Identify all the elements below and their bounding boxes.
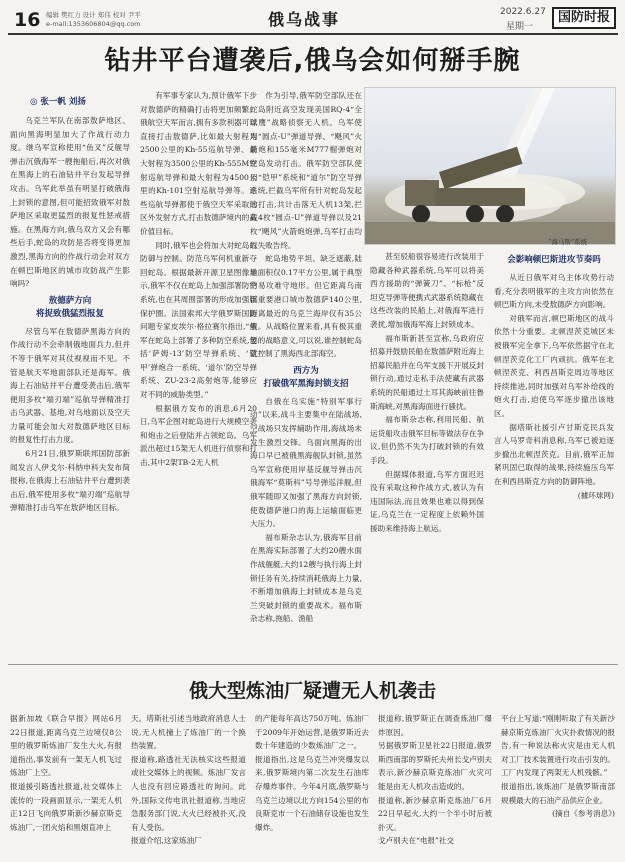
brand-logo: 国防时报: [552, 7, 616, 29]
paragraph: 对俄军而言,顿巴斯地区的战斗依然十分重要。北顿涅茨克城区未被俄军完全拿下,乌军依然据守在北顿涅茨克化工厂内顽抗。俄军在北顿涅茨克、利西昌斯克周边等地区持续推进,同时加强对乌军补给线的炮火打击,迫使乌军逐步撤出该地区。: [494, 313, 614, 418]
paragraph: 6月21日,俄罗斯联邦国防部新闻发言人伊戈尔·科纳申科夫发布简报称,在俄海上石油钻井平台遭到袭击后,俄军使用多枚“端刃端”巡航导弹精准打击乌军在敖萨地区目标。: [10, 449, 130, 513]
subhead: 敖德萨方向 将捉致俄猛烈报复: [35, 295, 104, 319]
issue-date: 2022.6.27: [500, 7, 546, 17]
paragraph: 但据媒体报道,乌军方面迟迟没有采取这种作战方式,被认为有违国际法,而且效果也难以得到保证,乌克兰在一定程度上依赖外国援助来维持海上航运。: [370, 469, 484, 533]
article1-headline: 钻井平台遭袭后,俄乌会如何掰手腕: [104, 46, 521, 76]
article2-column-3: 的产能每年高达750万吨。炼油厂于2009年开始运营,是俄罗斯近去数十年建造的少数炼油厂之一。 报道指出,这是乌克兰冲突爆发以来,俄罗斯境内第二次发生石油库存爆炸事件。今年4月底,俄罗斯与乌克兰边境以北方向154公里的布良斯克市一个石油储存设施也发生爆炸。: [255, 714, 369, 832]
article2-column-4: 报道称,俄罗斯正在调查炼油厂爆炸原因。 另据俄罗斯卫星社22日报道,俄罗斯西南部的罗斯托夫州长戈卢别夫表示,新沙赫京斯克炼油厂火灾可能是由无人机攻击造成的。 报道称,新沙赫京斯克炼油厂6月22日早起火,大约一个半小时后被扑灭。 戈卢别夫在“电报”社交: [378, 714, 492, 846]
paragraph: 据塔斯社援引卢甘斯克民兵发言人马罗奇科消息称,乌军已被迫逐步撤出北顿涅茨克。目前,俄军正加紧巩固已取得的战果,持续施压乌军在利西昌斯克方向的防御阵地。: [494, 422, 614, 486]
article1-column-5: [494, 250, 614, 658]
paragraph: 蛇岛地势平坦、缺乏遮蔽,陆地面积仅0.17平方公里,属于典型的易攻难守地形。但它距离乌南部重要港口城市敖德萨140公里,距离最近的乌克兰海岸仅有35公里。从战略位置来看,具有极其重要的战略意义,可以说,谁控制蛇岛就控制了黑海西北部海空。: [250, 254, 362, 359]
article2-column-2: 天。塔斯社引述当地政府消息人士说,无人机撞上了炼油厂的一个换热装置。 报道称,路透社无法核实这些报道或社交媒体上的视频。炼油厂发言人也没有回应路透社的询问。此外,国际文传电讯社报道称,当地应急服务部门说,大火已经被扑灭,没有人受伤。 报道介绍,这家炼油厂: [131, 714, 246, 846]
paragraph: 从近日俄军对乌主体攻势行动看,充分表明俄军的主攻方向依然在顿巴斯方向,未受敖德萨方向影响。: [494, 273, 614, 310]
missile-launch-illustration: [365, 88, 616, 245]
section-title: 俄乌战事: [268, 10, 341, 29]
paragraph: 根据俄方发布的消息,6月20日,乌军企图对蛇岛进行大规模空袭和炮击之后登陆并占领蛇岛。乌军派出超过15架无人机进行侦察和打击,其中2架TB-2无人机: [140, 403, 257, 468]
article1-column-4: [370, 250, 484, 658]
paragraph: 福布斯杂志称,利用民船、航运货船攻击俄军目标等做法存在争议,但仍然不失为打破封锁的有效手段。: [370, 415, 484, 465]
header-rule: [8, 33, 618, 35]
paragraph: 作为引导,俄军防空部队还在蛇岛附近高空发现美国RQ-4“全球鹰”战略侦察无人机。乌军使用“圆点-U”弹道导弹、“飓风”火箭炮和155毫米M777榴弹炮对蛇岛发动打击。俄军防空部队使用“铠甲”系统和“道尔”防空导弹系统,拦截乌军所有针对蛇岛发起的打击,共计击落无人机13架,拦截4枚“圆点-U”弹道导弹以及21枚“飓风”火箭炮炮弹,乌军打击均以失败告终。: [250, 91, 362, 250]
paragraph: 自俄在乌实施“特别军事行动”以来,战斗主要集中在陆战场,空战场只发挥辅助作用,海战场未发生激烈交锋。乌面向黑海的出海口早已被俄黑海舰队封锁,虽然乌军宣称使用岸基反舰导弹击沉俄海军“莫斯科”号导弹巡洋舰,但俄军随即又加强了黑海方向封锁,使敖德萨港口的海上运输面临更大压力。: [250, 396, 362, 529]
subhead: 会影响顿巴斯进攻节奏吗: [507, 255, 601, 265]
paragraph: 尽管乌军在敖德萨黑海方向的作战行动不会牵制俄地面兵力,但并不等于俄军对其仗视视而不见。不管是航天军地面部队还是海军。俄海上石油钻井平台遭受袭击后,俄军便用多枚“端刃端”巡航导弹精准打击乌武器、基地,对乌地面以及空天力量可能会加大对敖德萨地区目标的报复性打击力度。: [10, 326, 130, 445]
paragraph: 福布斯新甚至宣称,乌政府应招募并鼓励民船在敖德萨附近海上招募民船并在乌军支援下开展反封锁行动,通过走私手法使藏有武器系统的民船通过土耳其海峡前往鲁斯海峡,对黑海海面进行骚扰。: [370, 333, 484, 411]
article1-column-2: [140, 89, 257, 658]
article1-author: ◎ 张一帆 刘扬: [30, 97, 86, 107]
paragraph: 有军事专家认为,预计俄军下步对敖德萨的精确打击将更加频繁。俄航空天军而言,拥有多款利器可以直接打击敖德萨,比如最大射程为2500公里的Kh-55巡航导弹、最大射程为3500公里的Kh-555M空射巡航导弹和最大射程为4500公里的Kh-101空射巡航导弹等。这些巡航导弹都使于俄空天军采取远区外发射方式,打击敖德萨境内的高价值目标。: [140, 91, 257, 236]
paragraph: 福布斯杂志认为,俄海军目前在黑海实际部署了大约20艘水面作战舰艇,大约12艘与执行海上封锁任务有关,持续消耗俄海上力量,不断增加俄海上封锁成本是乌克兰突破封锁的重要战术。福布斯杂志称,拖船、渔船: [250, 532, 362, 624]
paragraph: 平台上写道:“刚刚听取了有关新沙赫京斯克炼油厂火灾扑救情况的报告,有一种说法称火灾是由无人机对工厂技术装置进行攻击引发的。工厂内发现了两架无人机残骸。” 报道指出,该炼油厂是俄罗斯南部规模最大的石油产品供应企业。: [501, 714, 615, 805]
email-line: e-mail:1353606804@qq.com: [46, 20, 141, 28]
source-credit: (摘自《参考消息》): [552, 809, 615, 819]
issue-weekday: 星期一: [506, 22, 534, 32]
page-number: 16: [14, 9, 41, 31]
source-credit: (據环球网): [577, 490, 614, 500]
editor-line: 编辑 樊红力 设计 郑伟 校对 尹平: [46, 11, 141, 19]
article2-column-5: [501, 712, 615, 858]
himars-photo: [364, 87, 616, 245]
paragraph: 甚至驳船很容易进行改装用于隐藏各种武器系统,乌军可以将美西方援助的“弹簧刀”、“标枪”反坦克导弹等便携式武器系统隐藏在这些改装的民船上,对俄海军进行袭扰,增加俄海军海上封锁成本。: [370, 252, 484, 329]
article2-column-1: 据新加坡《联合早报》网站6月22日报道,距离乌克兰边境仅8公里的俄罗斯炼油厂发生大火,有报道指出,事发前有一架无人机飞过炼油厂上空。 报道援引路透社报道,社交媒体上流传的一段画面显示,一架无人机正12日飞向俄罗斯新沙赫京斯克炼油厂,一团火焰和黑烟直冲上: [10, 714, 122, 832]
paragraph: 同时,俄军也会将加大对蛇岛的防御与控制。防范乌军何机重新夺回蛇岛。根据最新开源卫星图像显示,俄军不仅在蛇岛上加强部署防空系统,也在其周围部署的形成加强版保护圈。法国索邦大学俄罗斯国防问题专家皮埃尔·格拉赛尔指出,“俄军在蛇岛上部署了多种防空系统,包括‘萨姆-13’防空导弹系统、‘铠甲’弹炮合一系统、‘道尔’防空导弹系统、ZU-23-2高射炮等,能够应对不同的威胁类型。”: [140, 240, 257, 400]
paragraph: 乌克兰军队在南部敖萨地区、面向黑海明显加大了作战行动力度。继乌军宣称使用“鱼叉”反舰导弹击沉俄海军一艘拖船后,再次对俄在黑海上的石油钻井平台发起导弹攻击。乌军此举虽有明显打破俄海上封锁的意图,但可能招致俄军对敖萨地区采取更猛烈的报复性惩戒措施。在黑海方向,俄乌双方又会有哪些后手,蛇岛的攻防是否将变得更加激烈,黑海方向的作战行动会对双方在顿巴斯地区的城市攻防战产生影响吗?: [10, 116, 130, 289]
article2-headline: 俄大型炼油厂疑遭无人机袭击: [188, 680, 436, 702]
photo-caption: “海马斯”系统: [548, 238, 588, 246]
article1-column-3: [250, 89, 362, 658]
article1-column-1: [10, 114, 130, 658]
section-divider: [8, 664, 618, 665]
subhead: 西方为 打破俄军黑海封锁支招: [263, 365, 349, 389]
